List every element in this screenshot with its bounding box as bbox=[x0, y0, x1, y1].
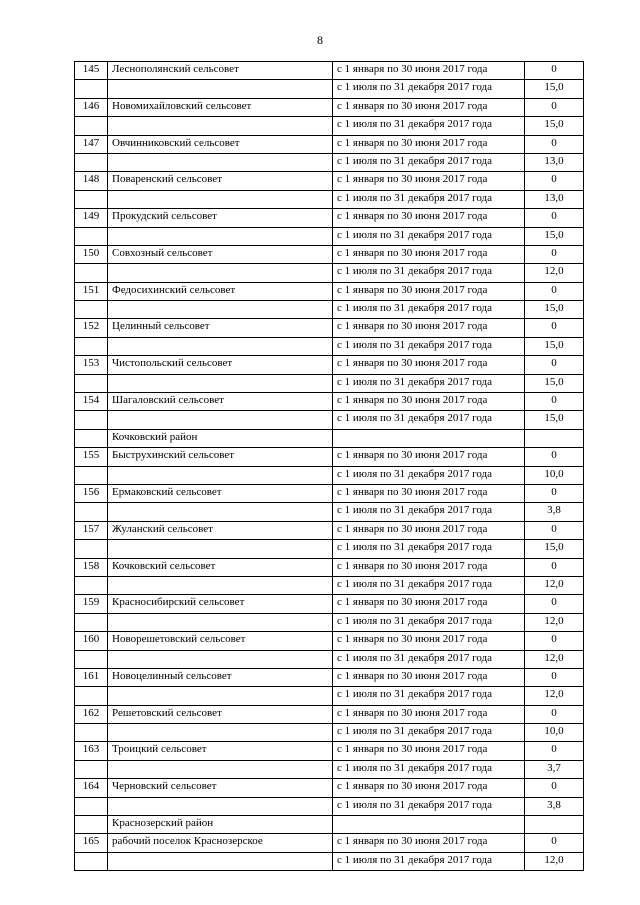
settlement-name: Кочковский сельсовет bbox=[108, 558, 333, 576]
row-number-continued bbox=[75, 724, 108, 742]
settlement-name-continued bbox=[108, 153, 333, 171]
period-label: с 1 июля по 31 декабря 2017 года bbox=[333, 687, 525, 705]
table-row bbox=[75, 521, 584, 539]
settlement-name: Шагаловский сельсовет bbox=[108, 393, 333, 411]
settlement-name-continued bbox=[108, 687, 333, 705]
table-row bbox=[75, 834, 584, 852]
settlement-name: Решетовский сельсовет bbox=[108, 705, 333, 723]
row-number: 159 bbox=[75, 595, 108, 613]
row-number-continued bbox=[75, 374, 108, 392]
row-number: 147 bbox=[75, 135, 108, 153]
row-number-continued bbox=[75, 80, 108, 98]
table-row bbox=[75, 724, 584, 742]
rate-value: 0 bbox=[525, 319, 584, 337]
table-row bbox=[75, 117, 584, 135]
period-label: с 1 января по 30 июня 2017 года bbox=[333, 135, 525, 153]
period-label: с 1 июля по 31 декабря 2017 года bbox=[333, 540, 525, 558]
region-name: Краснозерский район bbox=[108, 816, 333, 834]
rate-value: 15,0 bbox=[525, 80, 584, 98]
rate-value: 0 bbox=[525, 98, 584, 116]
period-label: с 1 июля по 31 декабря 2017 года bbox=[333, 374, 525, 392]
settlement-name-continued bbox=[108, 301, 333, 319]
rate-value: 12,0 bbox=[525, 687, 584, 705]
region-number-cell bbox=[75, 429, 108, 447]
settlement-name: Ермаковский сельсовет bbox=[108, 484, 333, 502]
table-row bbox=[75, 466, 584, 484]
table-row bbox=[75, 632, 584, 650]
row-number-continued bbox=[75, 337, 108, 355]
period-label: с 1 июля по 31 декабря 2017 года bbox=[333, 576, 525, 594]
row-number-continued bbox=[75, 852, 108, 870]
row-number: 151 bbox=[75, 282, 108, 300]
period-label: с 1 июля по 31 декабря 2017 года bbox=[333, 117, 525, 135]
table-row bbox=[75, 227, 584, 245]
rate-value: 10,0 bbox=[525, 724, 584, 742]
table-row bbox=[75, 760, 584, 778]
rate-value: 3,8 bbox=[525, 797, 584, 815]
table-row bbox=[75, 190, 584, 208]
period-label: с 1 января по 30 июня 2017 года bbox=[333, 245, 525, 263]
row-number: 156 bbox=[75, 484, 108, 502]
rate-value: 0 bbox=[525, 521, 584, 539]
row-number-continued bbox=[75, 540, 108, 558]
table-row bbox=[75, 411, 584, 429]
table-row bbox=[75, 503, 584, 521]
row-number: 146 bbox=[75, 98, 108, 116]
table-row bbox=[75, 374, 584, 392]
rate-value: 0 bbox=[525, 558, 584, 576]
row-number-continued bbox=[75, 687, 108, 705]
settlement-name-continued bbox=[108, 613, 333, 631]
settlement-name-continued bbox=[108, 227, 333, 245]
settlement-name-continued bbox=[108, 466, 333, 484]
table-row bbox=[75, 135, 584, 153]
rate-value: 0 bbox=[525, 779, 584, 797]
row-number-continued bbox=[75, 264, 108, 282]
row-number-continued bbox=[75, 760, 108, 778]
settlement-name-continued bbox=[108, 724, 333, 742]
settlement-name: рабочий поселок Краснозерское bbox=[108, 834, 333, 852]
table-row bbox=[75, 245, 584, 263]
row-number: 149 bbox=[75, 209, 108, 227]
period-label: с 1 января по 30 июня 2017 года bbox=[333, 595, 525, 613]
rate-value: 0 bbox=[525, 282, 584, 300]
period-label: с 1 января по 30 июня 2017 года bbox=[333, 632, 525, 650]
settlement-name-continued bbox=[108, 503, 333, 521]
table-row bbox=[75, 484, 584, 502]
rate-value: 0 bbox=[525, 393, 584, 411]
period-label: с 1 января по 30 июня 2017 года bbox=[333, 209, 525, 227]
table-row bbox=[75, 98, 584, 116]
rate-value: 15,0 bbox=[525, 117, 584, 135]
period-label: с 1 июля по 31 декабря 2017 года bbox=[333, 650, 525, 668]
table-row bbox=[75, 797, 584, 815]
settlement-name-continued bbox=[108, 797, 333, 815]
table-row bbox=[75, 301, 584, 319]
period-label: с 1 июля по 31 декабря 2017 года bbox=[333, 797, 525, 815]
period-label: с 1 января по 30 июня 2017 года bbox=[333, 668, 525, 686]
table-row bbox=[75, 687, 584, 705]
period-label: с 1 июля по 31 декабря 2017 года bbox=[333, 153, 525, 171]
settlement-name-continued bbox=[108, 576, 333, 594]
table-row bbox=[75, 852, 584, 870]
region-value-cell bbox=[525, 816, 584, 834]
table-row bbox=[75, 153, 584, 171]
settlement-name: Поваренский сельсовет bbox=[108, 172, 333, 190]
rate-value: 15,0 bbox=[525, 301, 584, 319]
row-number: 150 bbox=[75, 245, 108, 263]
row-number: 161 bbox=[75, 668, 108, 686]
region-period-cell bbox=[333, 429, 525, 447]
settlement-name-continued bbox=[108, 540, 333, 558]
settlement-name-continued bbox=[108, 650, 333, 668]
settlement-name-continued bbox=[108, 760, 333, 778]
page-number: 8 bbox=[317, 33, 323, 47]
row-number-continued bbox=[75, 503, 108, 521]
table-row bbox=[75, 172, 584, 190]
rate-value: 12,0 bbox=[525, 576, 584, 594]
rate-value: 15,0 bbox=[525, 337, 584, 355]
rate-value: 0 bbox=[525, 448, 584, 466]
table-row bbox=[75, 62, 584, 80]
settlement-name: Быструхинский сельсовет bbox=[108, 448, 333, 466]
period-label: с 1 января по 30 июня 2017 года bbox=[333, 521, 525, 539]
row-number-continued bbox=[75, 576, 108, 594]
region-name: Кочковский район bbox=[108, 429, 333, 447]
period-label: с 1 января по 30 июня 2017 года bbox=[333, 834, 525, 852]
rate-value: 12,0 bbox=[525, 650, 584, 668]
settlement-name: Красносибирский сельсовет bbox=[108, 595, 333, 613]
settlement-name: Новоцелинный сельсовет bbox=[108, 668, 333, 686]
row-number-continued bbox=[75, 411, 108, 429]
row-number: 152 bbox=[75, 319, 108, 337]
period-label: с 1 января по 30 июня 2017 года bbox=[333, 742, 525, 760]
period-label: с 1 июля по 31 декабря 2017 года bbox=[333, 301, 525, 319]
table-row bbox=[75, 540, 584, 558]
rate-value: 0 bbox=[525, 595, 584, 613]
period-label: с 1 января по 30 июня 2017 года bbox=[333, 319, 525, 337]
rate-value: 0 bbox=[525, 742, 584, 760]
settlement-name: Черновский сельсовет bbox=[108, 779, 333, 797]
rate-value: 0 bbox=[525, 356, 584, 374]
settlement-name: Леснополянский сельсовет bbox=[108, 62, 333, 80]
rate-value: 12,0 bbox=[525, 264, 584, 282]
rate-value: 0 bbox=[525, 705, 584, 723]
settlement-name: Совхозный сельсовет bbox=[108, 245, 333, 263]
settlement-name-continued bbox=[108, 374, 333, 392]
rate-value: 3,8 bbox=[525, 503, 584, 521]
rate-value: 0 bbox=[525, 209, 584, 227]
period-label: с 1 января по 30 июня 2017 года bbox=[333, 172, 525, 190]
rate-value: 15,0 bbox=[525, 411, 584, 429]
region-row bbox=[75, 816, 584, 834]
period-label: с 1 января по 30 июня 2017 года bbox=[333, 448, 525, 466]
row-number-continued bbox=[75, 466, 108, 484]
row-number: 155 bbox=[75, 448, 108, 466]
rate-value: 0 bbox=[525, 135, 584, 153]
table-row bbox=[75, 337, 584, 355]
period-label: с 1 июля по 31 декабря 2017 года bbox=[333, 190, 525, 208]
table-row bbox=[75, 668, 584, 686]
table-row bbox=[75, 779, 584, 797]
row-number: 165 bbox=[75, 834, 108, 852]
period-label: с 1 января по 30 июня 2017 года bbox=[333, 98, 525, 116]
period-label: с 1 июля по 31 декабря 2017 года bbox=[333, 411, 525, 429]
table-row bbox=[75, 595, 584, 613]
settlement-name: Целинный сельсовет bbox=[108, 319, 333, 337]
table-row bbox=[75, 448, 584, 466]
settlement-name: Федосихинский сельсовет bbox=[108, 282, 333, 300]
table-row bbox=[75, 264, 584, 282]
region-number-cell bbox=[75, 816, 108, 834]
rate-value: 15,0 bbox=[525, 227, 584, 245]
table-row bbox=[75, 705, 584, 723]
table-row bbox=[75, 356, 584, 374]
period-label: с 1 июля по 31 декабря 2017 года bbox=[333, 760, 525, 778]
row-number-continued bbox=[75, 190, 108, 208]
period-label: с 1 июля по 31 декабря 2017 года bbox=[333, 227, 525, 245]
rate-value: 3,7 bbox=[525, 760, 584, 778]
period-label: с 1 июля по 31 декабря 2017 года bbox=[333, 466, 525, 484]
row-number: 162 bbox=[75, 705, 108, 723]
period-label: с 1 января по 30 июня 2017 года bbox=[333, 779, 525, 797]
region-period-cell bbox=[333, 816, 525, 834]
row-number: 154 bbox=[75, 393, 108, 411]
settlement-name: Чистопольский сельсовет bbox=[108, 356, 333, 374]
table-row bbox=[75, 393, 584, 411]
table-row bbox=[75, 576, 584, 594]
settlement-name-continued bbox=[108, 411, 333, 429]
rate-value: 0 bbox=[525, 62, 584, 80]
period-label: с 1 июля по 31 декабря 2017 года bbox=[333, 613, 525, 631]
row-number: 160 bbox=[75, 632, 108, 650]
table-row bbox=[75, 650, 584, 668]
row-number: 145 bbox=[75, 62, 108, 80]
row-number-continued bbox=[75, 613, 108, 631]
period-label: с 1 января по 30 июня 2017 года bbox=[333, 558, 525, 576]
table-row bbox=[75, 613, 584, 631]
period-label: с 1 января по 30 июня 2017 года bbox=[333, 282, 525, 300]
region-value-cell bbox=[525, 429, 584, 447]
row-number: 157 bbox=[75, 521, 108, 539]
row-number-continued bbox=[75, 227, 108, 245]
rate-value: 10,0 bbox=[525, 466, 584, 484]
settlement-name-continued bbox=[108, 264, 333, 282]
table-row bbox=[75, 80, 584, 98]
rate-value: 15,0 bbox=[525, 374, 584, 392]
settlement-name-continued bbox=[108, 80, 333, 98]
row-number-continued bbox=[75, 797, 108, 815]
period-label: с 1 июля по 31 декабря 2017 года bbox=[333, 724, 525, 742]
rate-value: 12,0 bbox=[525, 852, 584, 870]
settlement-name-continued bbox=[108, 852, 333, 870]
rate-value: 12,0 bbox=[525, 613, 584, 631]
period-label: с 1 января по 30 июня 2017 года bbox=[333, 356, 525, 374]
settlement-name: Прокудский сельсовет bbox=[108, 209, 333, 227]
period-label: с 1 января по 30 июня 2017 года bbox=[333, 705, 525, 723]
settlement-name: Жуланский сельсовет bbox=[108, 521, 333, 539]
period-label: с 1 января по 30 июня 2017 года bbox=[333, 393, 525, 411]
settlement-name: Новомихайловский сельсовет bbox=[108, 98, 333, 116]
row-number-continued bbox=[75, 153, 108, 171]
period-label: с 1 июля по 31 декабря 2017 года bbox=[333, 852, 525, 870]
period-label: с 1 июля по 31 декабря 2017 года bbox=[333, 264, 525, 282]
table-row bbox=[75, 319, 584, 337]
period-label: с 1 июля по 31 декабря 2017 года bbox=[333, 337, 525, 355]
table-row bbox=[75, 558, 584, 576]
settlement-name: Новорешетовский сельсовет bbox=[108, 632, 333, 650]
row-number: 163 bbox=[75, 742, 108, 760]
rate-value: 0 bbox=[525, 484, 584, 502]
settlement-name: Троицкий сельсовет bbox=[108, 742, 333, 760]
row-number: 164 bbox=[75, 779, 108, 797]
period-label: с 1 июля по 31 декабря 2017 года bbox=[333, 503, 525, 521]
rate-value: 0 bbox=[525, 172, 584, 190]
table-row bbox=[75, 209, 584, 227]
settlement-name-continued bbox=[108, 190, 333, 208]
rate-value: 0 bbox=[525, 632, 584, 650]
row-number-continued bbox=[75, 117, 108, 135]
rate-value: 13,0 bbox=[525, 190, 584, 208]
rate-value: 0 bbox=[525, 245, 584, 263]
row-number: 158 bbox=[75, 558, 108, 576]
row-number: 153 bbox=[75, 356, 108, 374]
row-number-continued bbox=[75, 650, 108, 668]
rate-value: 0 bbox=[525, 834, 584, 852]
row-number-continued bbox=[75, 301, 108, 319]
table-row bbox=[75, 742, 584, 760]
settlement-name: Овчинниковский сельсовет bbox=[108, 135, 333, 153]
row-number: 148 bbox=[75, 172, 108, 190]
rate-value: 15,0 bbox=[525, 540, 584, 558]
period-label: с 1 июля по 31 декабря 2017 года bbox=[333, 80, 525, 98]
tariff-table bbox=[74, 61, 584, 871]
period-label: с 1 января по 30 июня 2017 года bbox=[333, 62, 525, 80]
region-row bbox=[75, 429, 584, 447]
rate-value: 0 bbox=[525, 668, 584, 686]
settlement-name-continued bbox=[108, 337, 333, 355]
table-row bbox=[75, 282, 584, 300]
rate-value: 13,0 bbox=[525, 153, 584, 171]
settlement-name-continued bbox=[108, 117, 333, 135]
period-label: с 1 января по 30 июня 2017 года bbox=[333, 484, 525, 502]
tariff-table-body bbox=[75, 62, 584, 871]
